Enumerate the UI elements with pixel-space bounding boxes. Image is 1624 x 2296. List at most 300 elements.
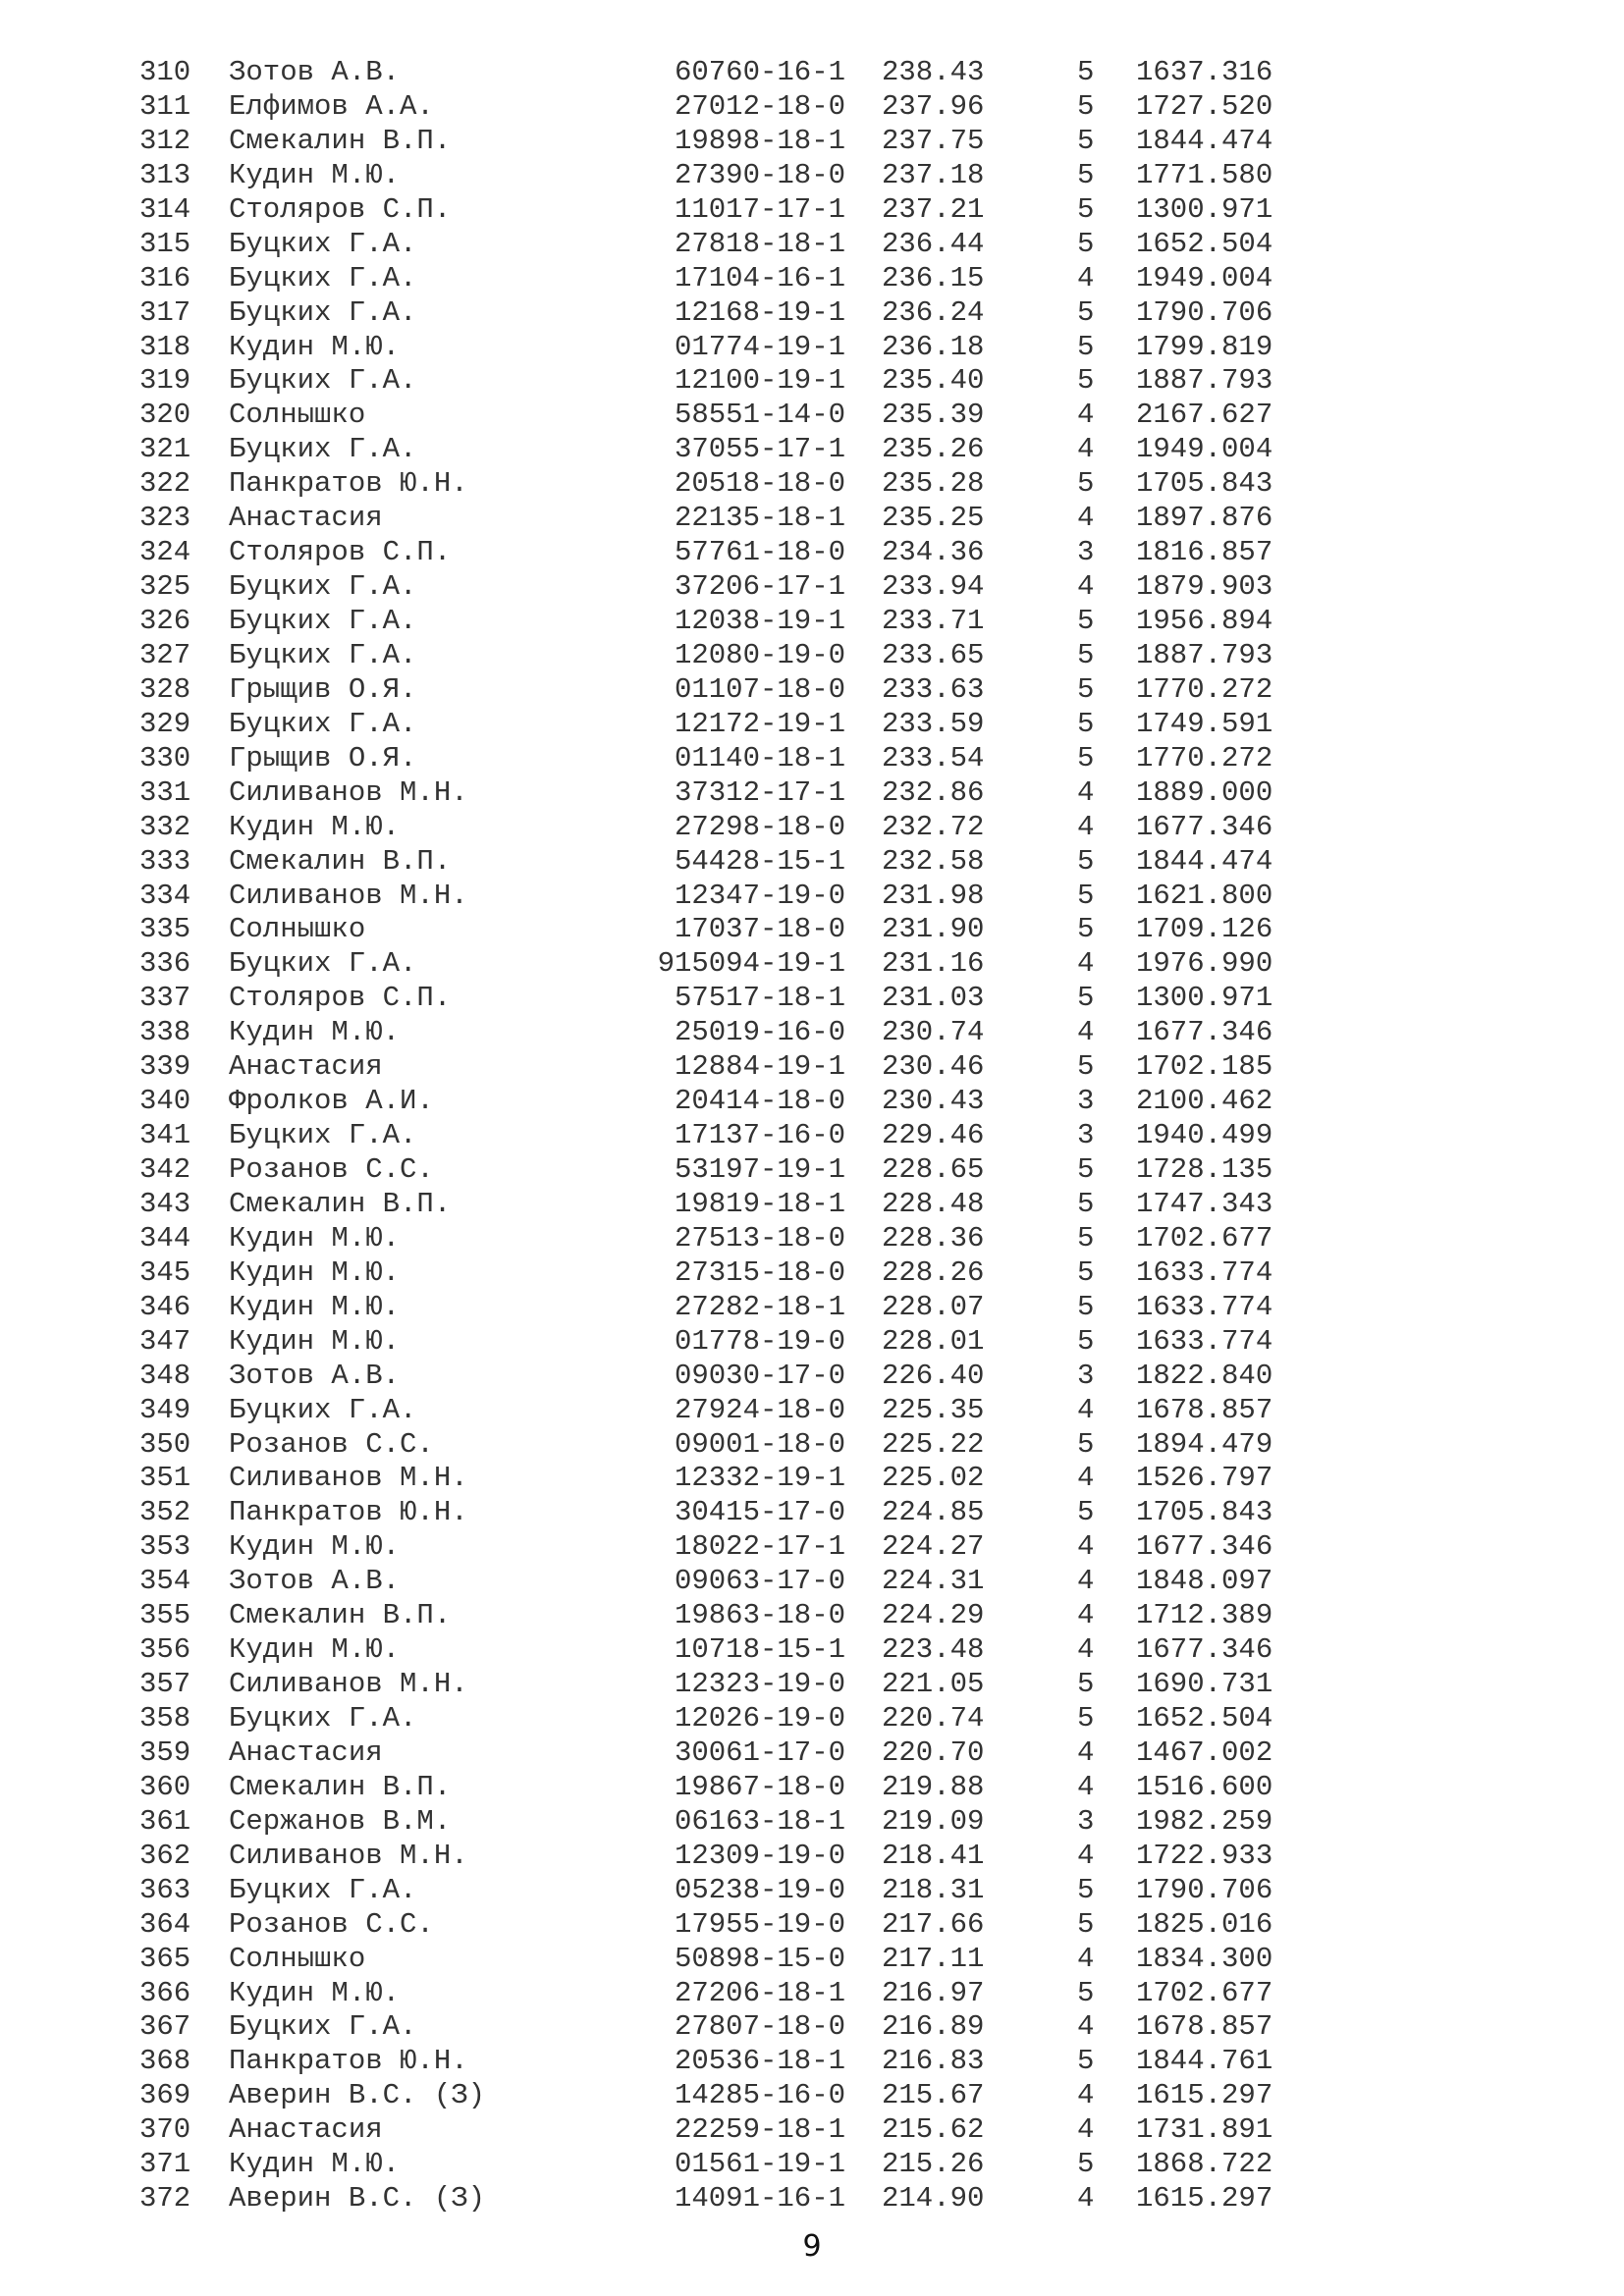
score: 216.97	[882, 1976, 985, 2009]
table-row	[0, 1325, 1624, 1360]
table-row	[0, 2010, 1624, 2045]
table-row	[0, 1736, 1624, 1771]
class: 4	[1077, 1735, 1095, 1769]
table-row	[0, 2079, 1624, 2113]
score: 224.27	[882, 1530, 985, 1564]
row-number: 353	[139, 1530, 191, 1564]
record-id: 30415-17-0	[674, 1496, 845, 1529]
record-id: 12309-19-0	[674, 1839, 845, 1872]
score: 235.26	[882, 433, 985, 466]
table-row	[0, 1462, 1624, 1496]
owner-name: Буцких Г.А.	[229, 433, 417, 466]
class: 5	[1077, 844, 1095, 878]
class: 5	[1077, 1702, 1095, 1735]
value: 1848.097	[1136, 1565, 1273, 1598]
table-row	[0, 193, 1624, 228]
class: 4	[1077, 1839, 1095, 1872]
owner-name: Буцких Г.А.	[229, 295, 417, 329]
row-number: 334	[139, 879, 191, 912]
table-row	[0, 1188, 1624, 1222]
table-row	[0, 1599, 1624, 1633]
row-number: 365	[139, 1942, 191, 1975]
score: 231.16	[882, 947, 985, 981]
score: 225.02	[882, 1462, 985, 1495]
table-row	[0, 1222, 1624, 1256]
class: 5	[1077, 913, 1095, 946]
score: 236.18	[882, 330, 985, 363]
table-row	[0, 1633, 1624, 1668]
row-number: 356	[139, 1633, 191, 1667]
score: 215.26	[882, 2148, 985, 2181]
score: 220.70	[882, 1735, 985, 1769]
value: 1887.793	[1136, 638, 1273, 671]
table-row	[0, 228, 1624, 262]
value: 1894.479	[1136, 1427, 1273, 1461]
record-id: 14091-16-1	[674, 2182, 845, 2216]
class: 5	[1077, 1221, 1095, 1255]
row-number: 331	[139, 775, 191, 809]
value: 1889.000	[1136, 775, 1273, 809]
score: 218.41	[882, 1839, 985, 1872]
record-id: 57761-18-0	[674, 536, 845, 569]
owner-name: Буцких Г.А.	[229, 2010, 417, 2044]
record-id: 11017-17-1	[674, 192, 845, 226]
score: 217.66	[882, 1907, 985, 1941]
score: 224.85	[882, 1496, 985, 1529]
value: 1526.797	[1136, 1462, 1273, 1495]
class: 3	[1077, 1085, 1095, 1118]
class: 3	[1077, 1804, 1095, 1838]
record-id: 27513-18-0	[674, 1221, 845, 1255]
value: 1705.843	[1136, 1496, 1273, 1529]
score: 233.54	[882, 741, 985, 774]
owner-name: Розанов С.С.	[229, 1907, 434, 1941]
record-id: 915094-19-1	[657, 947, 845, 981]
row-number: 317	[139, 295, 191, 329]
class: 5	[1077, 741, 1095, 774]
owner-name: Кудин М.Ю.	[229, 1221, 401, 1255]
score: 230.74	[882, 1016, 985, 1049]
value: 1300.971	[1136, 192, 1273, 226]
table-row	[0, 639, 1624, 673]
record-id: 37055-17-1	[674, 433, 845, 466]
class: 4	[1077, 2182, 1095, 2216]
score: 214.90	[882, 2182, 985, 2216]
owner-name: Силиванов М.Н.	[229, 1839, 468, 1872]
table-row	[0, 125, 1624, 159]
table-row	[0, 1496, 1624, 1530]
value: 1633.774	[1136, 1324, 1273, 1358]
row-number: 363	[139, 1873, 191, 1906]
record-id: 19819-18-1	[674, 1187, 845, 1220]
owner-name: Буцких Г.А.	[229, 227, 417, 260]
value: 1770.272	[1136, 672, 1273, 706]
row-number: 326	[139, 605, 191, 637]
record-id: 20536-18-1	[674, 2045, 845, 2078]
score: 233.65	[882, 638, 985, 671]
score: 233.71	[882, 605, 985, 637]
record-id: 22259-18-1	[674, 2113, 845, 2147]
score: 226.40	[882, 1359, 985, 1392]
table-row	[0, 56, 1624, 90]
value: 1712.389	[1136, 1599, 1273, 1632]
table-row	[0, 536, 1624, 570]
value: 1976.990	[1136, 947, 1273, 981]
class: 5	[1077, 1496, 1095, 1529]
table-row	[0, 1291, 1624, 1325]
record-id: 27315-18-0	[674, 1255, 845, 1289]
score: 230.43	[882, 1085, 985, 1118]
record-id: 12172-19-1	[674, 707, 845, 740]
class: 4	[1077, 2010, 1095, 2044]
class: 5	[1077, 227, 1095, 260]
owner-name: Грыщив О.Я.	[229, 672, 417, 706]
owner-name: Буцких Г.А.	[229, 638, 417, 671]
value: 1956.894	[1136, 605, 1273, 637]
value: 1771.580	[1136, 158, 1273, 191]
table-row	[0, 159, 1624, 193]
score: 230.46	[882, 1050, 985, 1084]
class: 5	[1077, 364, 1095, 398]
row-number: 337	[139, 982, 191, 1015]
value: 1652.504	[1136, 1702, 1273, 1735]
value: 1300.971	[1136, 982, 1273, 1015]
record-id: 19898-18-1	[674, 124, 845, 157]
record-id: 09063-17-0	[674, 1565, 845, 1598]
owner-name: Смекалин В.П.	[229, 1770, 452, 1803]
record-id: 17955-19-0	[674, 1907, 845, 1941]
row-number: 332	[139, 810, 191, 843]
class: 4	[1077, 1393, 1095, 1426]
score: 228.26	[882, 1255, 985, 1289]
record-id: 01107-18-0	[674, 672, 845, 706]
table-row	[0, 2045, 1624, 2079]
row-number: 327	[139, 638, 191, 671]
class: 4	[1077, 2079, 1095, 2112]
class: 5	[1077, 982, 1095, 1015]
owner-name: Буцких Г.А.	[229, 605, 417, 637]
record-id: 54428-15-1	[674, 844, 845, 878]
table-row	[0, 742, 1624, 776]
value: 1982.259	[1136, 1804, 1273, 1838]
row-number: 342	[139, 1153, 191, 1186]
owner-name: Розанов С.С.	[229, 1427, 434, 1461]
row-number: 362	[139, 1839, 191, 1872]
table-row	[0, 1565, 1624, 1599]
score: 235.39	[882, 399, 985, 432]
value: 1868.722	[1136, 2148, 1273, 2181]
score: 238.43	[882, 56, 985, 88]
table-row	[0, 1943, 1624, 1977]
score: 235.40	[882, 364, 985, 398]
row-number: 355	[139, 1599, 191, 1632]
table-row	[0, 570, 1624, 605]
value: 1677.346	[1136, 1016, 1273, 1049]
score: 233.94	[882, 570, 985, 604]
row-number: 352	[139, 1496, 191, 1529]
value: 1615.297	[1136, 2079, 1273, 2112]
row-number: 315	[139, 227, 191, 260]
value: 1722.933	[1136, 1839, 1273, 1872]
owner-name: Панкратов Ю.Н.	[229, 1496, 468, 1529]
class: 5	[1077, 1290, 1095, 1323]
value: 1770.272	[1136, 741, 1273, 774]
row-number: 321	[139, 433, 191, 466]
class: 4	[1077, 1462, 1095, 1495]
owner-name: Фролков А.И.	[229, 1085, 434, 1118]
record-id: 30061-17-0	[674, 1735, 845, 1769]
score: 224.31	[882, 1565, 985, 1598]
class: 5	[1077, 1976, 1095, 2009]
owner-name: Солнышко	[229, 913, 366, 946]
row-number: 367	[139, 2010, 191, 2044]
owner-name: Солнышко	[229, 1942, 366, 1975]
class: 5	[1077, 638, 1095, 671]
row-number: 349	[139, 1393, 191, 1426]
row-number: 328	[139, 672, 191, 706]
row-number: 348	[139, 1359, 191, 1392]
row-number: 343	[139, 1187, 191, 1220]
score: 223.48	[882, 1633, 985, 1667]
row-number: 370	[139, 2113, 191, 2147]
class: 3	[1077, 1119, 1095, 1152]
value: 1702.185	[1136, 1050, 1273, 1084]
row-number: 310	[139, 56, 191, 88]
record-id: 22135-18-1	[674, 502, 845, 535]
row-number: 346	[139, 1290, 191, 1323]
record-id: 53197-19-1	[674, 1153, 845, 1186]
record-id: 25019-16-0	[674, 1016, 845, 1049]
record-id: 20518-18-0	[674, 467, 845, 501]
row-number: 318	[139, 330, 191, 363]
row-number: 357	[139, 1668, 191, 1701]
table-row	[0, 1874, 1624, 1908]
owner-name: Аверин В.С. (З)	[229, 2182, 486, 2216]
owner-name: Силиванов М.Н.	[229, 1668, 468, 1701]
row-number: 364	[139, 1907, 191, 1941]
table-row	[0, 1702, 1624, 1736]
score: 228.65	[882, 1153, 985, 1186]
class: 3	[1077, 536, 1095, 569]
owner-name: Аверин В.С. (З)	[229, 2079, 486, 2112]
class: 5	[1077, 192, 1095, 226]
score: 215.67	[882, 2079, 985, 2112]
record-id: 60760-16-1	[674, 56, 845, 88]
record-id: 05238-19-0	[674, 1873, 845, 1906]
record-id: 19863-18-0	[674, 1599, 845, 1632]
row-number: 358	[139, 1702, 191, 1735]
score: 233.63	[882, 672, 985, 706]
table-row	[0, 1771, 1624, 1805]
row-number: 360	[139, 1770, 191, 1803]
row-number: 311	[139, 89, 191, 123]
score: 231.98	[882, 879, 985, 912]
value: 1949.004	[1136, 433, 1273, 466]
value: 1633.774	[1136, 1255, 1273, 1289]
record-id: 18022-17-1	[674, 1530, 845, 1564]
score: 229.46	[882, 1119, 985, 1152]
row-number: 339	[139, 1050, 191, 1084]
score: 237.75	[882, 124, 985, 157]
owner-name: Силиванов М.Н.	[229, 879, 468, 912]
score: 237.18	[882, 158, 985, 191]
owner-name: Кудин М.Ю.	[229, 810, 401, 843]
owner-name: Зотов А.В.	[229, 1359, 401, 1392]
value: 1633.774	[1136, 1290, 1273, 1323]
owner-name: Смекалин В.П.	[229, 844, 452, 878]
record-id: 12323-19-0	[674, 1668, 845, 1701]
value: 1728.135	[1136, 1153, 1273, 1186]
table-row	[0, 708, 1624, 742]
owner-name: Панкратов Ю.Н.	[229, 2045, 468, 2078]
record-id: 27298-18-0	[674, 810, 845, 843]
table-row	[0, 1977, 1624, 2011]
class: 5	[1077, 605, 1095, 637]
class: 5	[1077, 879, 1095, 912]
owner-name: Кудин М.Ю.	[229, 1016, 401, 1049]
record-id: 12100-19-1	[674, 364, 845, 398]
owner-name: Столяров С.П.	[229, 982, 452, 1015]
owner-name: Кудин М.Ю.	[229, 1530, 401, 1564]
value: 1816.857	[1136, 536, 1273, 569]
score: 236.24	[882, 295, 985, 329]
row-number: 368	[139, 2045, 191, 2078]
table-row	[0, 1360, 1624, 1394]
score: 237.96	[882, 89, 985, 123]
row-number: 354	[139, 1565, 191, 1598]
table-row	[0, 880, 1624, 914]
owner-name: Розанов С.С.	[229, 1153, 434, 1186]
owner-name: Столяров С.П.	[229, 536, 452, 569]
owner-name: Буцких Г.А.	[229, 570, 417, 604]
record-id: 20414-18-0	[674, 1085, 845, 1118]
class: 5	[1077, 1187, 1095, 1220]
value: 1844.761	[1136, 2045, 1273, 2078]
record-id: 58551-14-0	[674, 399, 845, 432]
value: 1799.819	[1136, 330, 1273, 363]
table-row	[0, 913, 1624, 947]
record-id: 57517-18-1	[674, 982, 845, 1015]
score: 228.36	[882, 1221, 985, 1255]
owner-name: Кудин М.Ю.	[229, 1290, 401, 1323]
record-id: 17104-16-1	[674, 261, 845, 294]
owner-name: Зотов А.В.	[229, 56, 401, 88]
value: 1705.843	[1136, 467, 1273, 501]
class: 3	[1077, 1359, 1095, 1392]
row-number: 323	[139, 502, 191, 535]
record-id: 14285-16-0	[674, 2079, 845, 2112]
table-row	[0, 1153, 1624, 1188]
record-id: 09001-18-0	[674, 1427, 845, 1461]
class: 5	[1077, 158, 1095, 191]
row-number: 333	[139, 844, 191, 878]
score: 216.83	[882, 2045, 985, 2078]
class: 5	[1077, 1255, 1095, 1289]
class: 4	[1077, 1633, 1095, 1667]
row-number: 336	[139, 947, 191, 981]
table-row	[0, 605, 1624, 639]
record-id: 09030-17-0	[674, 1359, 845, 1392]
row-number: 329	[139, 707, 191, 740]
table-row	[0, 982, 1624, 1016]
value: 1822.840	[1136, 1359, 1273, 1392]
value: 1709.126	[1136, 913, 1273, 946]
class: 4	[1077, 947, 1095, 981]
class: 4	[1077, 570, 1095, 604]
row-number: 361	[139, 1804, 191, 1838]
row-number: 347	[139, 1324, 191, 1358]
value: 1727.520	[1136, 89, 1273, 123]
table-row	[0, 776, 1624, 811]
owner-name: Буцких Г.А.	[229, 1873, 417, 1906]
owner-name: Солнышко	[229, 399, 366, 432]
row-number: 338	[139, 1016, 191, 1049]
row-number: 344	[139, 1221, 191, 1255]
value: 1677.346	[1136, 1633, 1273, 1667]
table-row	[0, 811, 1624, 845]
record-id: 27206-18-1	[674, 1976, 845, 2009]
row-number: 372	[139, 2182, 191, 2216]
score: 237.21	[882, 192, 985, 226]
row-number: 351	[139, 1462, 191, 1495]
table-row	[0, 90, 1624, 125]
owner-name: Силиванов М.Н.	[229, 1462, 468, 1495]
value: 1731.891	[1136, 2113, 1273, 2147]
owner-name: Грыщив О.Я.	[229, 741, 417, 774]
row-number: 313	[139, 158, 191, 191]
class: 5	[1077, 124, 1095, 157]
value: 1887.793	[1136, 364, 1273, 398]
score: 216.89	[882, 2010, 985, 2044]
table-row	[0, 845, 1624, 880]
score: 228.01	[882, 1324, 985, 1358]
row-number: 371	[139, 2148, 191, 2181]
table-row	[0, 433, 1624, 467]
value: 1834.300	[1136, 1942, 1273, 1975]
owner-name: Анастасия	[229, 1050, 383, 1084]
class: 4	[1077, 1770, 1095, 1803]
table-row	[0, 1530, 1624, 1565]
owner-name: Панкратов Ю.Н.	[229, 467, 468, 501]
owner-name: Сержанов В.М.	[229, 1804, 452, 1838]
owner-name: Кудин М.Ю.	[229, 158, 401, 191]
row-number: 330	[139, 741, 191, 774]
score: 228.07	[882, 1290, 985, 1323]
value: 1677.346	[1136, 1530, 1273, 1564]
record-id: 12884-19-1	[674, 1050, 845, 1084]
record-id: 12332-19-1	[674, 1462, 845, 1495]
class: 5	[1077, 1427, 1095, 1461]
row-number: 335	[139, 913, 191, 946]
owner-name: Буцких Г.А.	[229, 947, 417, 981]
value: 1702.677	[1136, 1976, 1273, 2009]
score: 217.11	[882, 1942, 985, 1975]
table-row	[0, 1085, 1624, 1119]
score: 234.36	[882, 536, 985, 569]
class: 5	[1077, 295, 1095, 329]
table-row	[0, 1805, 1624, 1840]
owner-name: Зотов А.В.	[229, 1565, 401, 1598]
value: 1879.903	[1136, 570, 1273, 604]
value: 1652.504	[1136, 227, 1273, 260]
class: 4	[1077, 1530, 1095, 1564]
record-id: 37206-17-1	[674, 570, 845, 604]
record-id: 12347-19-0	[674, 879, 845, 912]
class: 5	[1077, 467, 1095, 501]
value: 1637.316	[1136, 56, 1273, 88]
record-id: 27924-18-0	[674, 1393, 845, 1426]
table-row	[0, 2182, 1624, 2216]
